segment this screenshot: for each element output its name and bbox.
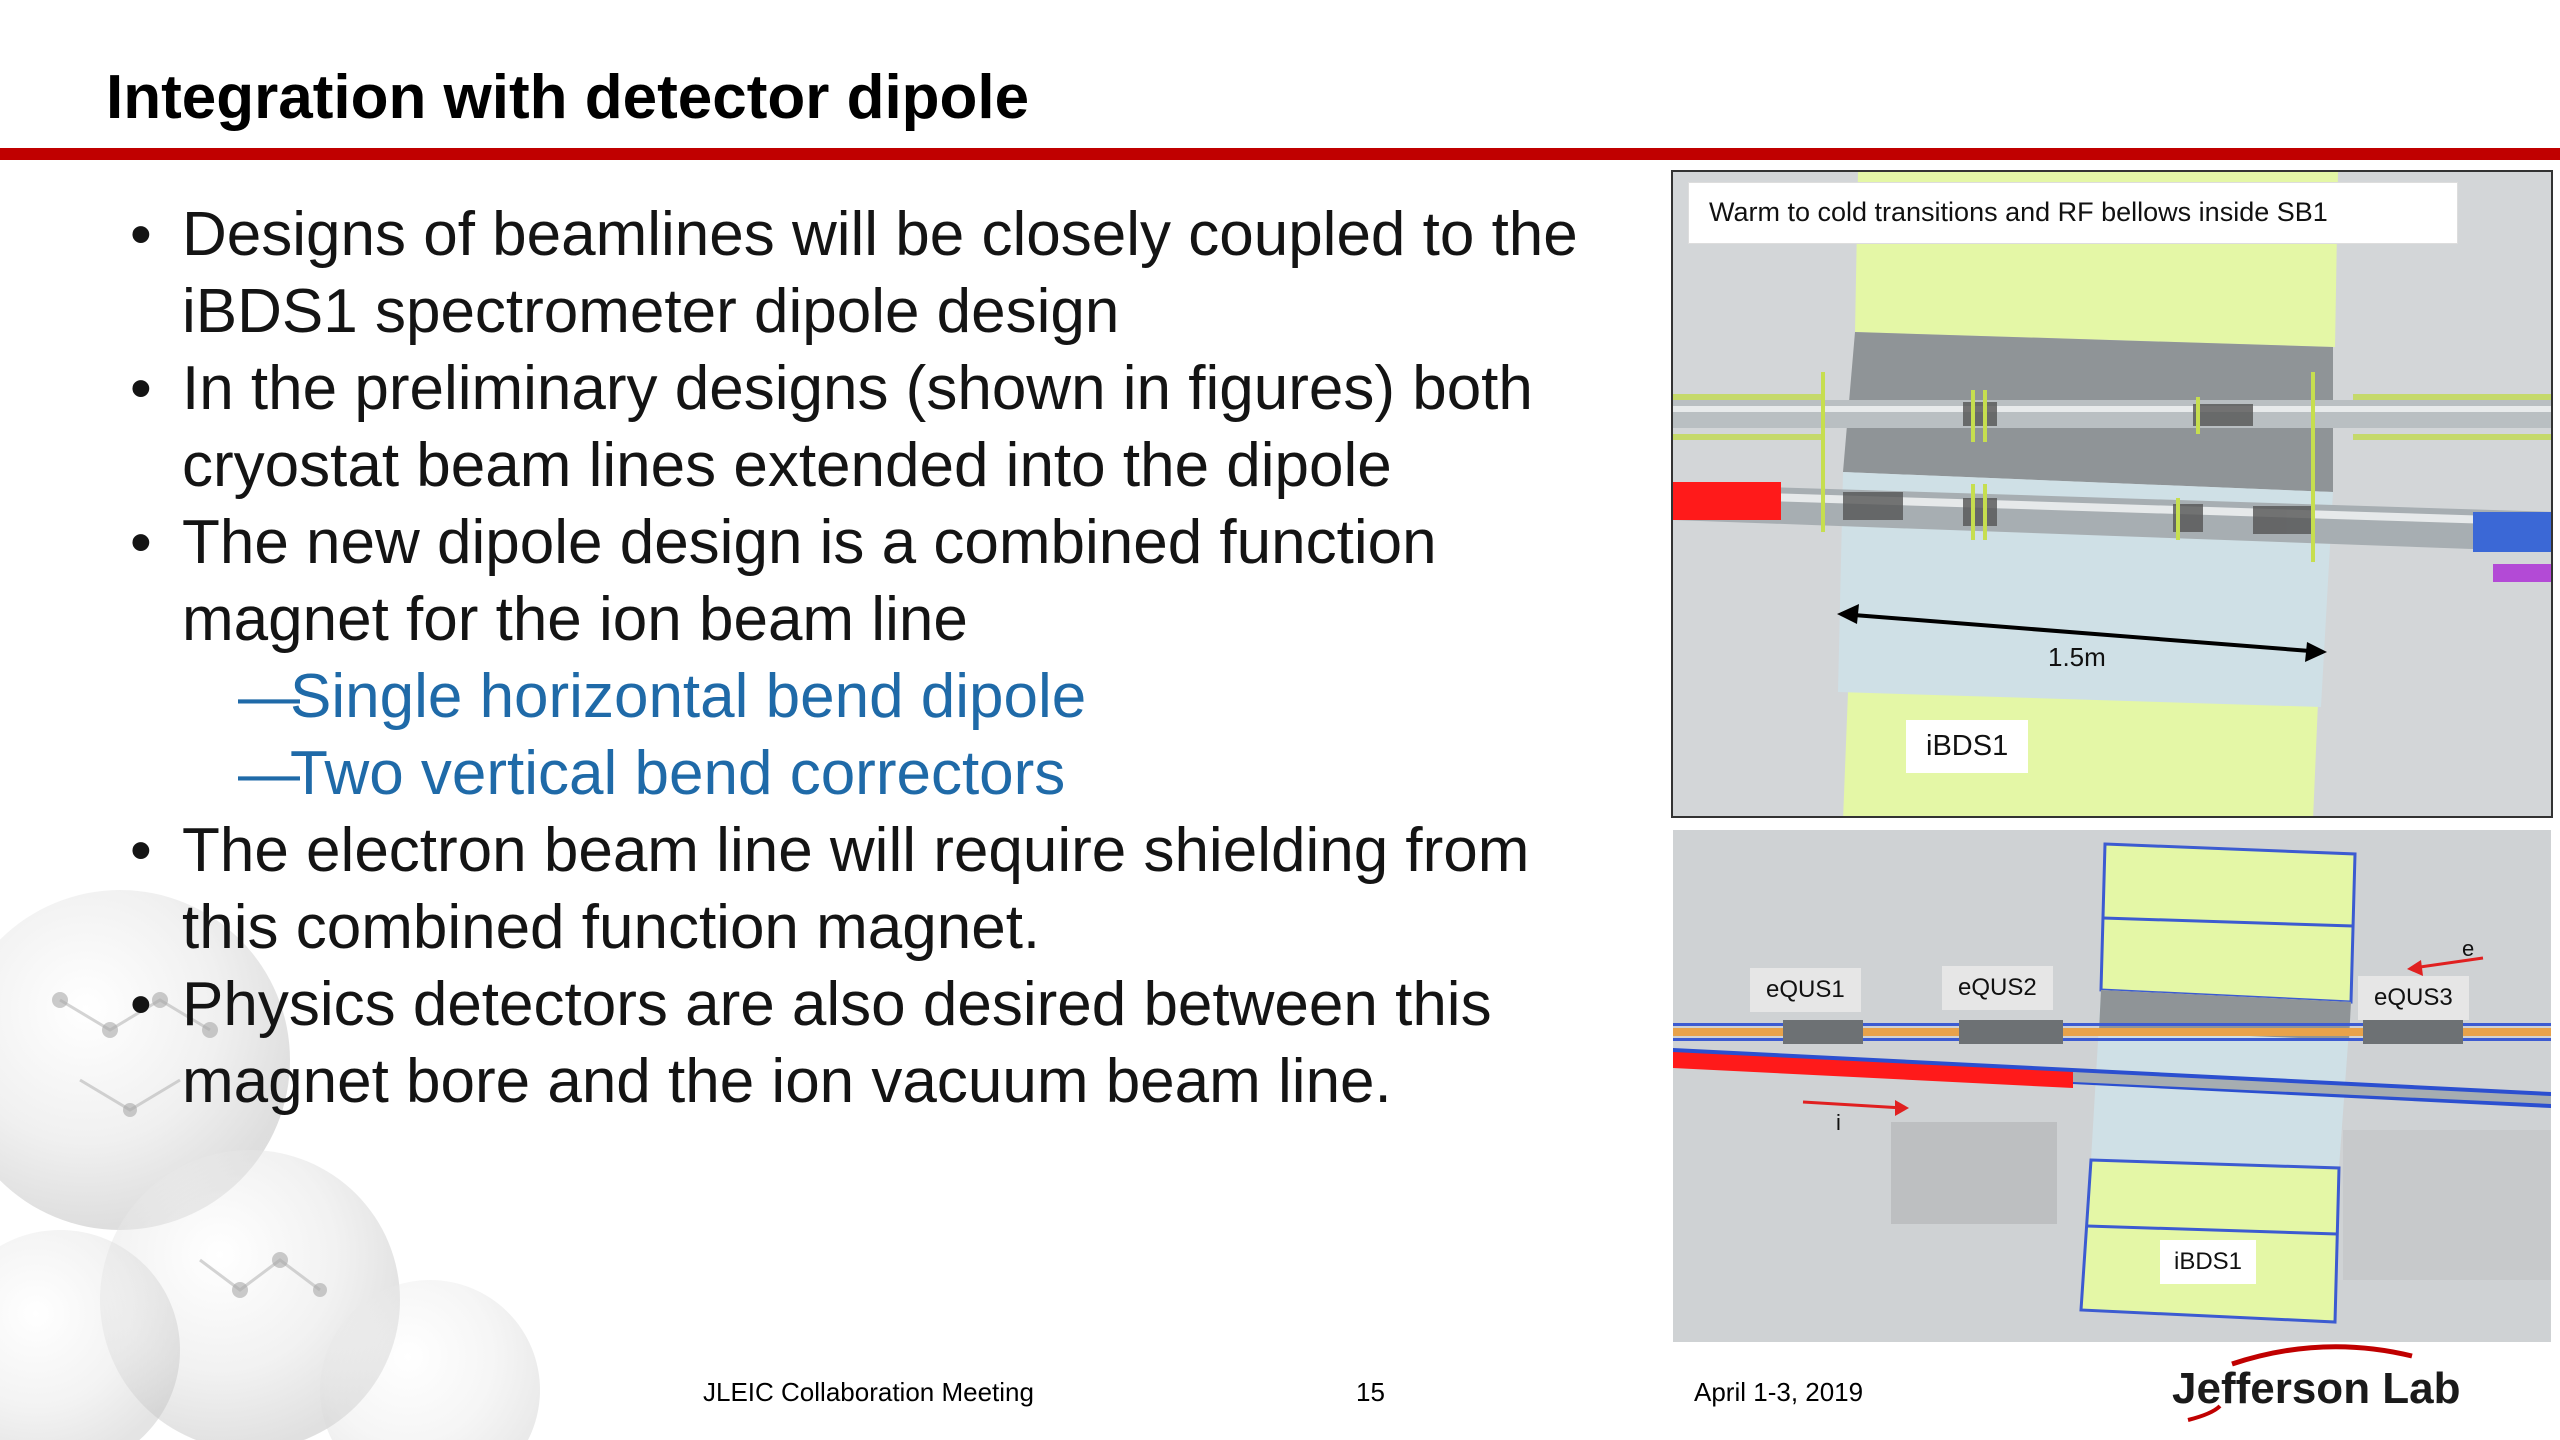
- figure-bottom-layout: [1673, 830, 2551, 1342]
- bullet-item: • In the preliminary designs (shown in figures) both cryostat beam lines extended into the dipole: [130, 350, 1630, 504]
- footer-meeting: JLEIC Collaboration Meeting: [703, 1377, 1034, 1407]
- ibds1-label-top: iBDS1: [1906, 720, 2028, 773]
- sub-bullet-item: — Two vertical bend correctors: [130, 735, 1630, 812]
- equs3-label: eQUS3: [2358, 976, 2469, 1020]
- bullet-item: • Physics detectors are also desired between this magnet bore and the ion vacuum beam line.: [130, 966, 1630, 1120]
- equs1-label: eQUS1: [1750, 968, 1861, 1012]
- footer-date: April 1-3, 2019: [1694, 1377, 1864, 1407]
- cad-drawing-top: [1673, 172, 2553, 818]
- slide-title: Integration with detector dipole: [106, 63, 1030, 132]
- ion-beam-label: i: [1836, 1110, 1841, 1135]
- figure-top-cad-view: [1671, 170, 2553, 818]
- logo-wordmark: Jefferson Lab: [2172, 1364, 2461, 1413]
- bullet-list: [130, 196, 1630, 1120]
- sub-bullet-item: — Single horizontal bend dipole: [130, 658, 1630, 735]
- bullet-item: • Designs of beamlines will be closely coupled to the iBDS1 spectrometer dipole design: [130, 196, 1630, 350]
- cad-drawing-bottom: [1673, 830, 2551, 1342]
- equs2-label: eQUS2: [1942, 966, 2053, 1010]
- bullet-item: • The electron beam line will require shielding from this combined function magnet.: [130, 812, 1630, 966]
- title-divider: [0, 148, 2560, 160]
- bullet-item: • The new dipole design is a combined function magnet for the ion beam line: [130, 504, 1630, 658]
- dimension-label: 1.5m: [2048, 642, 2106, 672]
- figure-top-caption: Warm to cold transitions and RF bellows inside SB1: [1688, 182, 2458, 244]
- ibds1-label-bottom: iBDS1: [2160, 1240, 2256, 1284]
- page-number: 15: [1356, 1377, 1385, 1407]
- electron-beam-label: e: [2462, 936, 2475, 961]
